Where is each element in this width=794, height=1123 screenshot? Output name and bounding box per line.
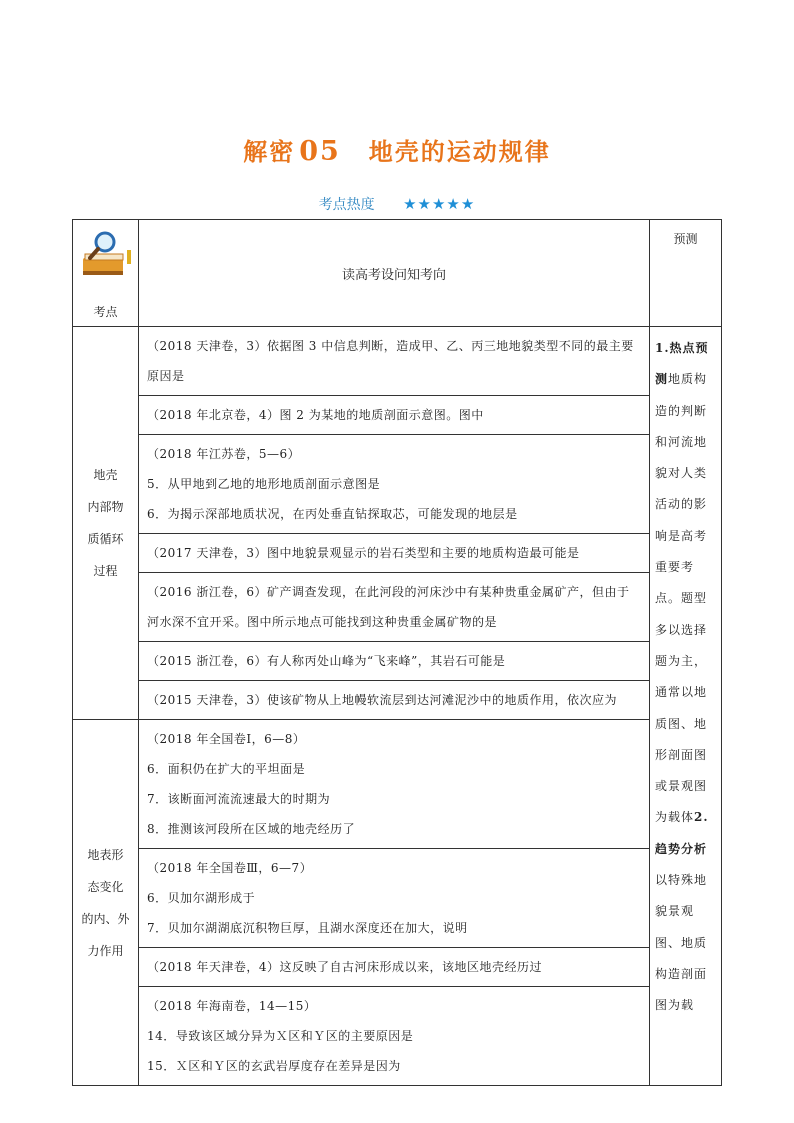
category-line: 过程 xyxy=(93,564,118,578)
question-item: 6．面积仍在扩大的平坦面是 xyxy=(147,762,306,776)
category-line: 地壳 xyxy=(93,468,118,482)
main-header: 读高考设问知考向 xyxy=(139,220,650,327)
question-cell xyxy=(139,849,650,948)
question-cell xyxy=(139,681,650,720)
question-item: 5．从甲地到乙地的地形地质剖面示意图是 xyxy=(147,477,381,491)
question-row xyxy=(73,327,722,396)
kaodian-header: 考点 xyxy=(93,305,118,319)
header-row xyxy=(73,220,722,327)
question-item: 14．导致该区域分异为Ｘ区和Ｙ区的主要原因是 xyxy=(147,1029,414,1043)
category-cell xyxy=(73,327,139,720)
star-rating-icons: ★★★★★ xyxy=(403,195,476,213)
question-source: （2018 年天津卷，4）这反映了自古河床形成以来，该地区地壳经历过 xyxy=(147,960,542,974)
question-source: （2016 浙江卷，6）矿产调查发现，在此河段的河床沙中有某种贵重金属矿产，但由于河水深不宜开采。图中所示地点可能找到这种贵重金属矿物的是 xyxy=(147,585,630,629)
question-row xyxy=(73,987,722,1086)
question-item: 7．该断面河流流速最大的时期为 xyxy=(147,792,331,806)
question-source: （2015 天津卷，3）使该矿物从上地幔软流层到达河滩泥沙中的地质作用，依次应为 xyxy=(147,693,617,707)
question-cell xyxy=(139,987,650,1086)
question-item: 6．贝加尔湖形成于 xyxy=(147,891,256,905)
question-source: （2018 年全国卷Ⅲ，6—7） xyxy=(147,861,313,875)
question-source: （2018 年海南卷，14—15） xyxy=(147,999,317,1013)
question-row xyxy=(73,573,722,642)
question-source: （2018 年北京卷，4）图 2 为某地的地质剖面示意图。图中 xyxy=(147,408,484,422)
question-row xyxy=(73,681,722,720)
question-row xyxy=(73,534,722,573)
prediction-heading-2: 2.趋势分析 xyxy=(655,810,709,856)
heat-label: 考点热度 xyxy=(318,197,375,213)
question-cell xyxy=(139,534,650,573)
question-source: （2017 天津卷，3）图中地貌景观显示的岩石类型和主要的地质构造最可能是 xyxy=(147,546,580,560)
title-number: 05 xyxy=(299,136,341,167)
category-line: 地表形 xyxy=(87,847,124,862)
question-cell xyxy=(139,573,650,642)
question-source: （2018 年全国卷Ⅰ，6—8） xyxy=(147,732,306,746)
question-item: 7．贝加尔湖湖底沉积物巨厚，且湖水深度还在加大，说明 xyxy=(147,921,468,935)
category-line: 态变化 xyxy=(87,879,124,894)
question-row xyxy=(73,435,722,534)
page-title xyxy=(0,132,794,167)
exam-table xyxy=(72,219,722,1086)
question-row xyxy=(73,720,722,849)
category-line: 的内、外 xyxy=(81,911,130,926)
heat-rating xyxy=(0,194,794,214)
question-row xyxy=(73,948,722,987)
question-source: （2018 年江苏卷，5—6） xyxy=(147,447,301,461)
prediction-text-2: 以特殊地貌景观图、地质构造剖面图为载 xyxy=(655,873,708,1013)
kaodian-header-cell xyxy=(73,220,139,327)
question-cell xyxy=(139,948,650,987)
prediction-cell xyxy=(650,327,722,1086)
question-row xyxy=(73,642,722,681)
question-cell xyxy=(139,720,650,849)
category-cell xyxy=(73,720,139,1086)
question-cell xyxy=(139,396,650,435)
category-line: 质循环 xyxy=(87,532,124,546)
title-topic: 地壳的运动规律 xyxy=(368,138,551,166)
question-source: （2018 天津卷，3）依据图 3 中信息判断，造成甲、乙、丙三地地貌类型不同的最主要原因是 xyxy=(147,339,634,383)
question-cell xyxy=(139,642,650,681)
question-cell xyxy=(139,435,650,534)
title-prefix: 解密 xyxy=(243,138,296,166)
question-source: （2015 浙江卷，6）有人称丙处山峰为“飞来峰”，其岩石可能是 xyxy=(147,654,506,668)
prediction-heading-1: 1.热点预测 xyxy=(655,341,709,387)
question-cell xyxy=(139,327,650,396)
question-row xyxy=(73,396,722,435)
prediction-text-1: 地质构造的判断和河流地貌对人类活动的影响是高考重要考点。题型多以选择题为主，通常以地质图、地形剖面图或景观图为载体 xyxy=(655,372,708,825)
magnifier-book-icon xyxy=(79,228,135,280)
category-line: 力作用 xyxy=(87,943,124,958)
question-row xyxy=(73,849,722,948)
question-item: 8．推测该河段所在区域的地壳经历了 xyxy=(147,822,356,836)
predict-header: 预测 xyxy=(650,220,722,327)
question-item: 6．为揭示深部地质状况，在丙处垂直钻探取芯，可能发现的地层是 xyxy=(147,507,518,521)
question-item: 15．Ｘ区和Ｙ区的玄武岩厚度存在差异是因为 xyxy=(147,1059,401,1073)
category-line: 内部物 xyxy=(87,500,124,514)
